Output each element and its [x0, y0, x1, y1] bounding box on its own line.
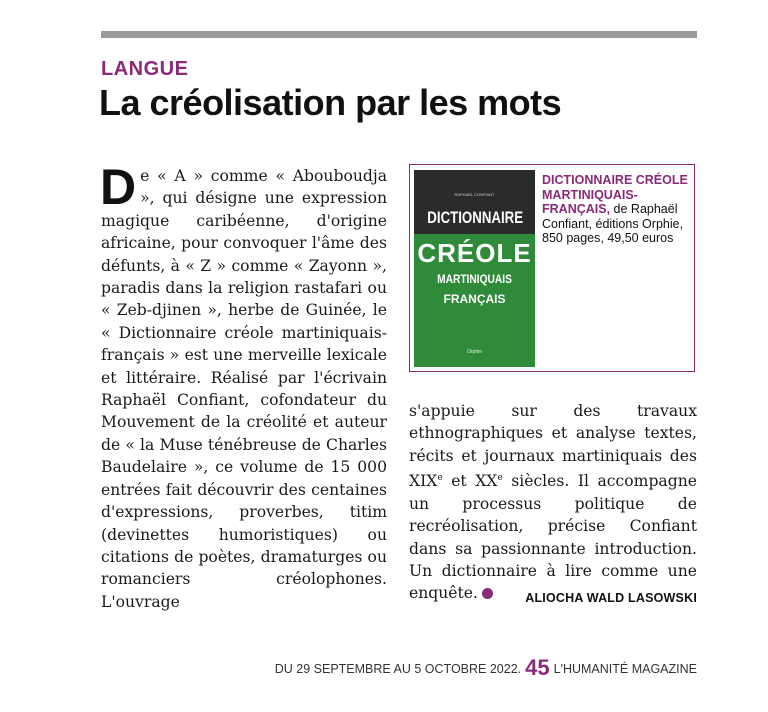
cover-title-line3: MARTINIQUAIS	[437, 272, 512, 286]
article-column-1	[100, 159, 387, 613]
century-xix: XIX	[409, 472, 438, 491]
author-signature: ALIOCHA WALD LASOWSKI	[525, 591, 697, 605]
page-footer	[275, 655, 697, 681]
drop-cap: D	[100, 159, 137, 215]
section-rubric: LANGUE	[101, 58, 189, 80]
page-title: La créolisation par les mots	[99, 82, 562, 123]
article-column-2	[409, 400, 697, 605]
page-number: 45	[525, 655, 550, 680]
cover-title-line4: FRANÇAIS	[443, 292, 506, 306]
century-sup-1: e	[437, 473, 443, 484]
issue-date: DU 29 SEPTEMBRE AU 5 OCTOBRE 2022.	[274, 662, 522, 676]
book-meta: de Raphaël Confiant, éditions Orphie, 850 pages, 49,50 euros	[542, 202, 684, 246]
cover-green-panel	[414, 234, 535, 367]
article-text-col1: e « A » comme « Abouboudja », qui désigne une expression magique caribéenne, d'origine africaine, pour convoquer l'âme des défunts, à « Z » comme « Zayonn », paradis dans la religion rastafari ou « Zeb-djinen », herbe de Guinée, le « Dictionnaire créole martiniquais-français » est une merveille lexicale et littéraire. Réalisé par l'écrivain Raphaël Confiant, cofondateur du Mouvement de la créolité et auteur de « la Muse ténébreuse de Charles Baudelaire », ce volume de 15 000 entrées fait découvrir des centaines d'expressions, proverbes, titim (devinettes humoristiques) ou citations de poètes, dramaturges ou romanciers créolophones. L'ouvrage	[101, 167, 387, 611]
book-title: DICTIONNAIRE CRÉOLE MARTINIQUAIS-FRANÇAIS,	[542, 173, 688, 217]
cover-author: RAPHAËL CONFIANT	[454, 192, 495, 197]
end-bullet-icon	[482, 588, 493, 599]
book-cover-image	[414, 170, 535, 367]
century-sup-2: e	[497, 473, 503, 484]
article-text-col2-et: et	[442, 472, 476, 491]
cover-title-line1: DICTIONNAIRE	[427, 208, 524, 227]
article-text-col2a: s'appuie sur des travaux ethnographiques et analyse textes, récits et journaux martiniquais des	[409, 402, 697, 465]
cover-publisher: Orphie	[466, 349, 482, 355]
article-text-col2b: siècles. Il accompagne un processus politique de recréolisation, précise Confiant dans sa passionnante introduction. Un dictionnaire à lire comme une enquête.	[409, 472, 697, 603]
century-xx: XX	[475, 472, 498, 491]
book-info-box	[409, 164, 695, 372]
book-details	[542, 173, 692, 246]
top-rule	[101, 31, 697, 38]
magazine-name: L'HUMANITÉ MAGAZINE	[553, 662, 697, 676]
cover-title-line2: CRÉOLE	[417, 238, 532, 268]
